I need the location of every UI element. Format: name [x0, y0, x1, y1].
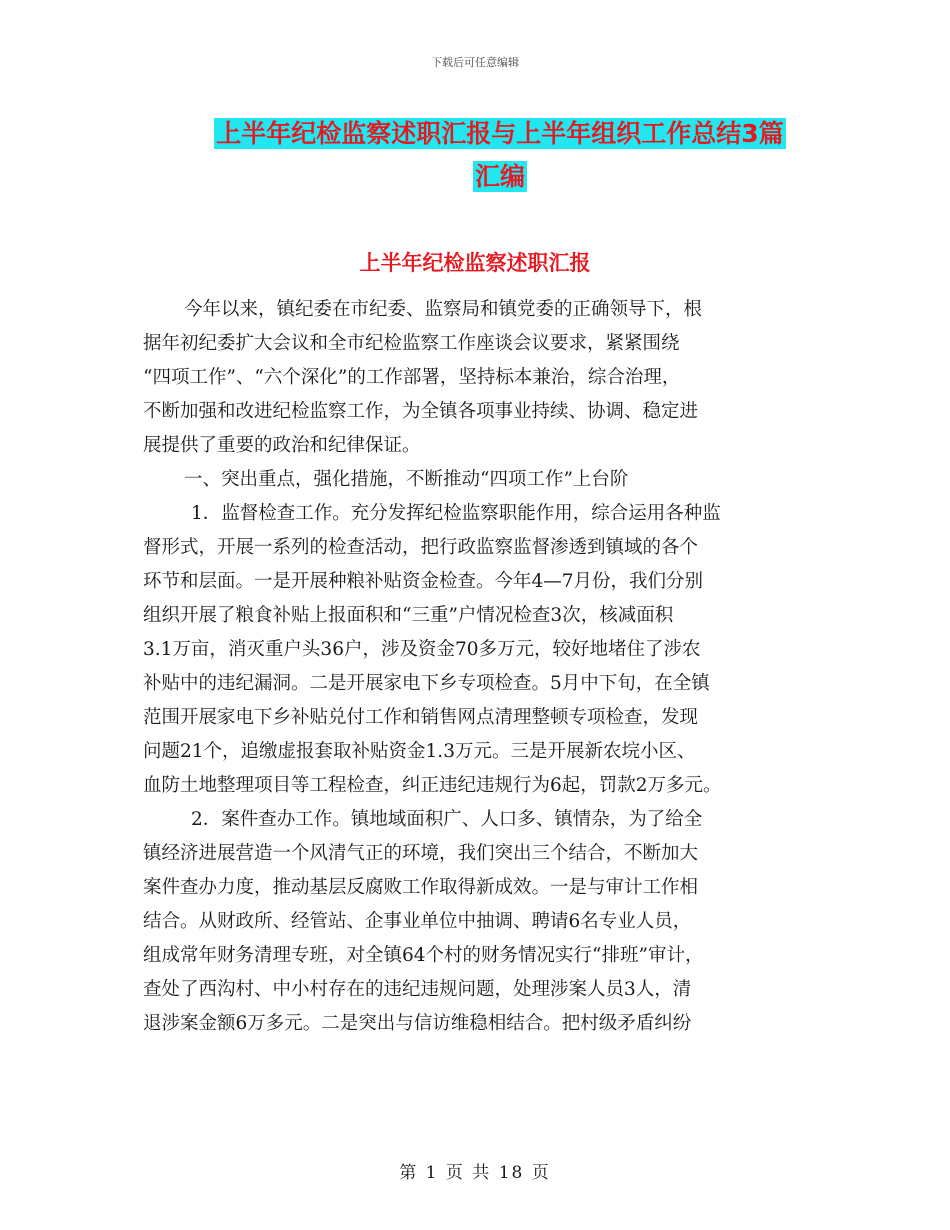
paragraph-line: 案件查办力度，推动基层反腐败工作取得新成效。一是与审计工作相: [143, 877, 699, 898]
paragraph-line: 补贴中的违纪漏洞。二是开展家电下乡专项检查。5月中下旬，在全镇: [143, 673, 710, 694]
paragraph-line: 督形式，开展一系列的检查活动，把行政监察监督渗透到镇域的各个: [143, 537, 699, 558]
paragraph-line: 1．监督检查工作。充分发挥纪检监察职能作用，综合运用各种监: [191, 503, 721, 524]
paragraph-line: 2．案件查办工作。镇地域面积广、人口多、镇情杂，为了给全: [191, 809, 703, 830]
document-title-line-1: 上半年纪检监察述职汇报与上半年组织工作总结3篇: [216, 119, 784, 148]
body-text: [143, 293, 823, 1041]
paragraph-line: 展提供了重要的政治和纪律保证。: [143, 435, 421, 456]
paragraph-line: 3.1万亩，消灭重户头36户，涉及资金70多万元，较好地堵住了涉农: [143, 639, 701, 660]
paragraph-line: 组成常年财务清理专班，对全镇64个村的财务情况实行“排班”审计，: [143, 945, 704, 966]
paragraph-line: 查处了西沟村、中小村存在的违纪违规问题，处理涉案人员3人，清: [143, 979, 692, 1000]
paragraph-line: 据年初纪委扩大会议和全市纪检监察工作座谈会议要求，紧紧围绕: [143, 333, 680, 354]
section-heading-line: 一、突出重点，强化措施，不断推动“四项工作”上台阶: [184, 469, 629, 490]
paragraph-line: “四项工作”、“六个深化”的工作部署，坚持标本兼治，综合治理，: [143, 367, 681, 388]
paragraph-line: 血防土地整理项目等工程检查，纠正违纪违规行为6起，罚款2万多元。: [143, 775, 722, 796]
paragraph-line: 组织开展了粮食补贴上报面积和“三重”户情况检查3次，核减面积: [143, 605, 674, 626]
document-title: [150, 112, 850, 198]
paragraph-line: 环节和层面。一是开展种粮补贴资金检查。今年4—7月份，我们分别: [143, 571, 704, 592]
section-title: 上半年纪检监察述职汇报: [359, 251, 591, 275]
paragraph-line: 范围开展家电下乡补贴兑付工作和销售网点清理整顿专项检查，发现: [143, 707, 699, 728]
paragraph-line: 问题21个，追缴虚报套取补贴资金1.3万元。三是开展新农垸小区、: [143, 741, 696, 762]
document-title-line-2: 汇编: [474, 162, 525, 191]
paragraph-line: 今年以来，镇纪委在市纪委、监察局和镇党委的正确领导下，根: [184, 299, 703, 320]
paragraph-line: 退涉案金额6万多元。二是突出与信访维稳相结合。把村级矛盾纠纷: [143, 1013, 692, 1034]
paragraph-line: 不断加强和改进纪检监察工作，为全镇各项事业持续、协调、稳定进: [143, 401, 699, 422]
page-footer: 第 1 页 共 18 页: [399, 1163, 551, 1183]
paragraph-line: 镇经济进展营造一个风清气正的环境，我们突出三个结合，不断加大: [143, 843, 699, 864]
header-note: 下载后可任意编辑: [431, 56, 519, 69]
paragraph-line: 结合。从财政所、经管站、企事业单位中抽调、聘请6名专业人员，: [143, 911, 692, 932]
